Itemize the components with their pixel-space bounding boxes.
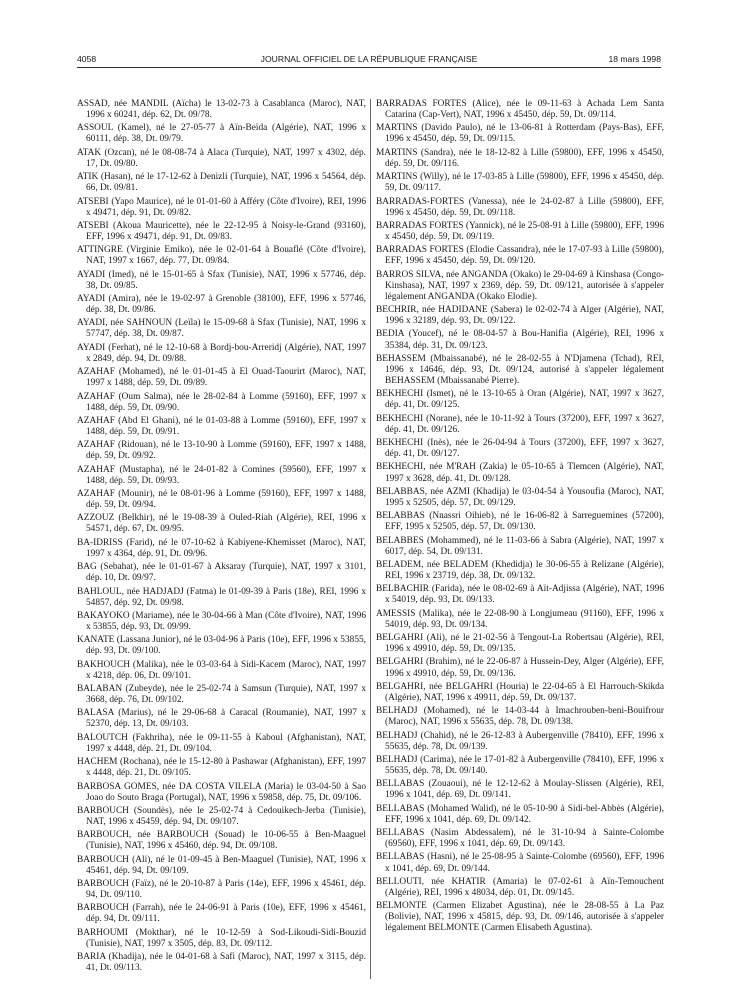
naturalization-entry: ATSEBI (Akoua Mauricette), née le 22-12-95 à Noisy-le-Grand (93160), EFF, 1996 x 49471, dép. 91, Dt. 09/83. bbox=[77, 220, 366, 242]
naturalization-entry: BELABBES (Mohammed), né le 11-03-66 à Sabra (Algérie), NAT, 1997 x 6017, dép. 54, Dt. 09/131. bbox=[376, 535, 664, 557]
naturalization-entry: BECHRIR, née HADIDANE (Sabera) le 02-02-74 à Alger (Algérie), NAT, 1996 x 32189, dép. 93, Dt. 09/122. bbox=[376, 305, 664, 327]
naturalization-entry: MARTINS (Sandra), née le 18-12-82 à Lille (59800), EFF, 1996 x 45450, dép. 59, Dt. 09/116. bbox=[376, 147, 664, 169]
naturalization-entry: BELGAHRI, née BELGAHRI (Houria) le 22-04-65 à El Harrouch-Skikda (Algérie), NAT, 1996 x 49911, dép. 59, Dt. 09/137. bbox=[376, 681, 664, 703]
naturalization-entry: BARRADAS FORTES (Yannick), né le 25-08-91 à Lille (59800), EFF, 1996 x 45450, dép. 59, Dt. 09/119. bbox=[376, 220, 664, 242]
naturalization-entry: ATSEBI (Yapo Maurice), né le 01-01-60 à Afféry (Côte d'Ivoire), REI, 1996 x 49471, dép. 91, Dt. 09/82. bbox=[77, 196, 366, 218]
naturalization-entry: BEKHECHI (Inès), née le 26-04-94 à Tours (37200), EFF, 1997 x 3627, dép. 41, Dt. 09/127. bbox=[376, 438, 664, 460]
naturalization-entry: AYADI, née SAHNOUN (Leïla) le 15-09-68 à Sfax (Tunisie), NAT, 1996 x 57747, dép. 38, Dt. 09/87. bbox=[77, 318, 366, 340]
naturalization-entry: BEKHECHI, née M'RAH (Zakia) le 05-10-65 à Tlemcen (Algérie), NAT, 1997 x 3628, dép. 41, Dt. 09/128. bbox=[376, 462, 664, 484]
naturalization-entry: BELHADJ (Carima), née le 17-01-82 à Aubergenville (78410), EFF, 1996 x 55635, dép. 78, Dt. 09/140. bbox=[376, 754, 664, 777]
issue-date: 18 mars 1998 bbox=[608, 54, 661, 64]
naturalization-entry: BA-IDRISS (Farid), né le 07-10-62 à Kabiyene-Khemisset (Maroc), NAT, 1997 x 4364, dép. 91, Dt. 09/96. bbox=[77, 537, 366, 559]
page-header bbox=[77, 54, 661, 66]
naturalization-entry: BARBOUCH, née BARBOUCH (Souad) le 10-06-55 à Ben-Maaguel (Tunisie), NAT, 1996 x 45460, dép. 94, Dt. 09/108. bbox=[77, 830, 366, 852]
naturalization-entry: AYADI (Amira), née le 19-02-97 à Grenoble (38100), EFF, 1996 x 57746, dép. 38, Dt. 09/86. bbox=[77, 294, 366, 316]
naturalization-entry: AMESSIS (Malika), née le 22-08-90 à Longjumeau (91160), EFF, 1996 x 54019, dép. 93, Dt. 09/134. bbox=[376, 608, 664, 630]
naturalization-entry: BEKHECHI (Norane), née le 10-11-92 à Tours (37200), EFF, 1997 x 3627, dép. 41, Dt. 09/126. bbox=[376, 413, 664, 435]
naturalization-entry: BARBOSA GOMES, née DA COSTA VILELA (Maria) le 03-04-50 à Sao Joao do Souto Braga (Portugal), NAT, 1996 x 59858, dép. 75, Dt. 09/106. bbox=[77, 781, 366, 803]
naturalization-entry: BELLABAS (Hasni), né le 25-08-95 à Sainte-Colombe (69560), EFF, 1996 x 1041, dép. 69, Dt. 09/144. bbox=[376, 852, 664, 874]
naturalization-entry: BEHASSEM (Mbaissanabé), né le 28-02-55 à N'Djamena (Tchad), REI, 1996 x 14646, dép. 93, Dt. 09/124, autorisé à s'appeler légalement BEHASSEM (Mbaissanabé Pierre). bbox=[376, 353, 664, 387]
naturalization-entry: BELLABAS (Nasim Abdessalem), né le 31-10-94 à Sainte-Colombe (69560), EFF, 1996 x 1041, dép. 69, Dt. 09/143. bbox=[376, 828, 664, 850]
naturalization-entry: MARTINS (Willy), né le 17-03-85 à Lille (59800), EFF, 1996 x 45450, dép. 59, Dt. 09/117. bbox=[376, 172, 664, 194]
naturalization-entry: BAKAYOKO (Mariame), née le 30-04-66 à Man (Côte d'Ivoire), NAT, 1996 x 53855, dép. 93, Dt. 09/99. bbox=[77, 610, 366, 632]
naturalization-entry: ATTINGRE (Virginie Emiko), née le 02-01-64 à Bouaflé (Côte d'Ivoire), NAT, 1997 x 1667, dép. 77, Dt. 09/84. bbox=[77, 245, 366, 267]
naturalization-entry: BELGAHRI (Brahim), né le 22-06-87 à Hussein-Dey, Alger (Algérie), EFF, 1996 x 49910, dép. 59, Dt. 09/136. bbox=[376, 657, 664, 679]
naturalization-entry: BARBOUCH (Farrah), née le 24-06-91 à Paris (10e), EFF, 1996 x 45461, dép. 94, Dt. 09/111. bbox=[77, 903, 366, 925]
naturalization-entry: AZZOUZ (Belkhir), né le 19-08-39 à Ouled-Riah (Algérie), REI, 1996 x 54571, dép. 67, Dt. 09/95. bbox=[77, 513, 366, 535]
left-column bbox=[77, 99, 366, 977]
naturalization-entry: BARBOUCH (Faïz), né le 20-10-87 à Paris (14e), EFF, 1996 x 45461, dép. 94, Dt. 09/110. bbox=[77, 879, 366, 901]
naturalization-entry: BARROS SILVA, née ANGANDA (Okako) le 29-04-69 à Kinshasa (Congo-Kinshasa), NAT, 1997 x 2369, dép. 59, Dt. 09/121, autorisée à s'appeler légalement ANGANDA (Okako Elodie). bbox=[376, 269, 664, 302]
naturalization-entry: BALABAN (Zubeyde), née le 25-02-74 à Samsun (Turquie), NAT, 1997 x 3668, dép. 76, Dt. 09/102. bbox=[77, 684, 366, 706]
naturalization-entry: BELBACHIR (Farida), née le 08-02-69 à Aït-Adjissa (Algérie), NAT, 1996 x 54019, dép. 93, Dt. 09/133. bbox=[376, 584, 664, 606]
naturalization-entry: BARBOUCH (Ali), né le 01-09-45 à Ben-Maaguel (Tunisie), NAT, 1996 x 45461, dép. 94, Dt. 09/109. bbox=[77, 854, 366, 876]
naturalization-entry: BELLABAS (Mohamed Walid), né le 05-10-90 à Sidi-bel-Abbès (Algérie), EFF, 1996 x 1041, dép. 69, Dt. 09/142. bbox=[376, 803, 664, 825]
naturalization-entry: BELHADJ (Chahid), né le 26-12-83 à Aubergenville (78410), EFF, 1996 x 55635, dép. 78, Dt. 09/139. bbox=[376, 730, 664, 752]
naturalization-entry: AZAHAF (Mohamed), né le 01-01-45 à El Ouad-Taourirt (Maroc), NAT, 1997 x 1488, dép. 59, Dt. 09/89. bbox=[77, 367, 366, 389]
naturalization-entry: BELABBAS, née AZMI (Khadija) le 03-04-54 à Yousoufia (Maroc), NAT, 1995 x 52505, dép. 57, Dt. 09/129. bbox=[376, 486, 664, 508]
naturalization-entry: AZAHAF (Mounir), né le 08-01-96 à Lomme (59160), EFF, 1997 x 1488, dép. 59, Dt. 09/94. bbox=[77, 489, 366, 511]
naturalization-entry: BARRADAS FORTES (Elodie Cassandra), née le 17-07-93 à Lille (59800), EFF, 1996 x 45450, dép. 59, Dt. 09/120. bbox=[376, 245, 664, 267]
naturalization-entry: HACHEM (Rochana), née le 15-12-80 à Pashawar (Afghanistan), EFF, 1997 x 4448, dép. 21, Dt. 09/105. bbox=[77, 757, 366, 779]
naturalization-entry: BARRADAS-FORTES (Vanessa), née le 24-02-87 à Lille (59800), EFF, 1996 x 45450, dép. 59, Dt. 09/118. bbox=[376, 196, 664, 218]
naturalization-entry: AZAHAF (Ridouan), né le 13-10-90 à Lomme (59160), EFF, 1997 x 1488, dép. 59, Dt. 09/92. bbox=[77, 440, 366, 462]
naturalization-entry: BARIA (Khadija), née le 04-01-68 à Safi (Maroc), NAT, 1997 x 3115, dép. 41, Dt. 09/113. bbox=[77, 952, 366, 974]
naturalization-entry: BAG (Sebahat), née le 01-01-67 à Aksaray (Turquie), NAT, 1997 x 3101, dép. 10, Dt. 09/97. bbox=[77, 562, 366, 584]
naturalization-entry: AZAHAF (Mustapha), né le 24-01-82 à Comines (59560), EFF, 1997 x 1488, dép. 59, Dt. 09/93. bbox=[77, 464, 366, 486]
naturalization-entry: AZAHAF (Oum Salma), née le 28-02-84 à Lomme (59160), EFF, 1997 x 1488, dép. 59, Dt. 09/90. bbox=[77, 391, 366, 413]
naturalization-entry: BELHADJ (Mohamed), né le 14-03-44 à Imachrouben-beni-Bouifrour (Maroc), NAT, 1996 x 55635, dép. 78, Dt. 09/138. bbox=[376, 706, 664, 728]
journal-title: JOURNAL OFFICIEL DE LA RÉPUBLIQUE FRANÇAISE bbox=[260, 54, 478, 64]
naturalization-entry: ASSOUL (Kamel), né le 27-05-77 à Aïn-Beïda (Algérie), NAT, 1996 x 60111, dép. 38, Dt. 09/79. bbox=[77, 123, 366, 145]
naturalization-entry: AZAHAF (Abd El Ghani), né le 01-03-88 à Lomme (59160), EFF, 1997 x 1488, dép. 59, Dt. 09/91. bbox=[77, 415, 366, 437]
naturalization-entry: AYADI (Imed), né le 15-01-65 à Sfax (Tunisie), NAT, 1996 x 57746, dép. 38, Dt. 09/85. bbox=[77, 269, 366, 291]
naturalization-entry: BELLOUTI, née KHATIR (Amaria) le 07-02-61 à Aïn-Temouchent (Algérie), REI, 1996 x 48034, dép. 01, Dt. 09/145. bbox=[376, 876, 664, 898]
naturalization-entry: ATIK (Hasan), né le 17-12-62 à Denizli (Turquie), NAT, 1996 x 54564, dép. 66, Dt. 09/81. bbox=[77, 172, 366, 194]
naturalization-entry: BELADEM, née BELADEM (Khedidja) le 30-06-55 à Relizane (Algérie), REI, 1996 x 23719, dép. 38, Dt. 09/132. bbox=[376, 559, 664, 582]
naturalization-entry: BAKHOUCH (Malika), née le 03-03-64 à Sidi-Kacem (Maroc), NAT, 1997 x 4218, dép. 06, Dt. 09/101. bbox=[77, 659, 366, 681]
naturalization-entry: BELMONTE (Carmen Elizabet Agustina), née le 28-08-55 à La Paz (Bolivie), NAT, 1996 x 45815, dép. 93, Dt. 09/146, autorisée à s'appeler légalement BELMONTE (Carmen Elisabeth Agustina). bbox=[376, 901, 664, 934]
naturalization-entry: BELABBAS (Nnassri Oihieb), né le 16-06-82 à Sarreguemines (57200), EFF, 1995 x 52505, dép. 57, Dt. 09/130. bbox=[376, 511, 664, 533]
naturalization-entry: ASSAD, née MANDIL (Aïcha) le 13-02-73 à Casablanca (Maroc), NAT, 1996 x 60241, dép. 62, Dt. 09/78. bbox=[77, 99, 366, 121]
naturalization-entry: BALASA (Marius), né le 29-06-68 à Caracal (Roumanie), NAT, 1997 x 52370, dép. 13, Dt. 09/103. bbox=[77, 708, 366, 730]
naturalization-entry: BELLABAS (Zouaoui), né le 12-12-62 à Moulay-Slissen (Algérie), REI, 1996 x 1041, dép. 69, Dt. 09/141. bbox=[376, 779, 664, 801]
page-number: 4058 bbox=[77, 54, 97, 64]
naturalization-entry: BARRADAS FORTES (Alice), née le 09-11-63 à Achada Lem Santa Catarina (Cap-Vert), NAT, 1996 x 45450, dép. 59, Dt. 09/114. bbox=[376, 99, 664, 121]
naturalization-entry: BEDIA (Youcef), né le 08-04-57 à Bou-Hanifia (Algérie), REI, 1996 x 35384, dép. 31, Dt. 09/123. bbox=[376, 329, 664, 351]
naturalization-entry: ATAK (Ozcan), né le 08-08-74 à Alaca (Turquie), NAT, 1997 x 4302, dép. 17, Dt. 09/80. bbox=[77, 147, 366, 169]
naturalization-entry: MARTINS (Davido Paulo), né le 13-06-81 à Rotterdam (Pays-Bas), EFF, 1996 x 45450, dép. 59, Dt. 09/115. bbox=[376, 123, 664, 145]
naturalization-entry: BARHOUMI (Mokthar), né le 10-12-59 à Sod-Likoudi-Sidi-Bouzid (Tunisie), NAT, 1997 x 3505, dép. 83, Dt. 09/112. bbox=[77, 927, 366, 949]
naturalization-entry: BARBOUCH (Soundès), née le 25-02-74 à Cedouikech-Jerba (Tunisie), NAT, 1996 x 45459, dép. 94, Dt. 09/107. bbox=[77, 805, 366, 827]
right-column bbox=[376, 99, 664, 937]
header-rule bbox=[77, 67, 661, 68]
naturalization-entry: BELGAHRI (Ali), né le 21-02-56 à Tengout-La Robertsau (Algérie), REI, 1996 x 49910, dép. 59, Dt. 09/135. bbox=[376, 633, 664, 655]
naturalization-entry: AYADI (Ferhat), né le 12-10-68 à Bordj-bou-Arreridj (Algérie), NAT, 1997 x 2849, dép. 94, Dt. 09/88. bbox=[77, 342, 366, 364]
naturalization-entry: KANATE (Lassana Junior), né le 03-04-96 à Paris (10e), EFF, 1996 x 53855, dép. 93, Dt. 09/100. bbox=[77, 635, 366, 657]
naturalization-entry: BAHLOUL, née HADJADJ (Fatma) le 01-09-39 à Paris (18e), REI, 1996 x 54857, dép. 92, Dt. 09/98. bbox=[77, 586, 366, 608]
column-divider bbox=[370, 99, 371, 979]
naturalization-entry: BALOUTCH (Fakhriha), née le 09-11-55 à Kaboul (Afghanistan), NAT, 1997 x 4448, dép. 21, Dt. 09/104. bbox=[77, 732, 366, 754]
naturalization-entry: BEKHECHI (Ismet), né le 13-10-65 à Oran (Algérie), NAT, 1997 x 3627, dép. 41, Dt. 09/125. bbox=[376, 389, 664, 411]
